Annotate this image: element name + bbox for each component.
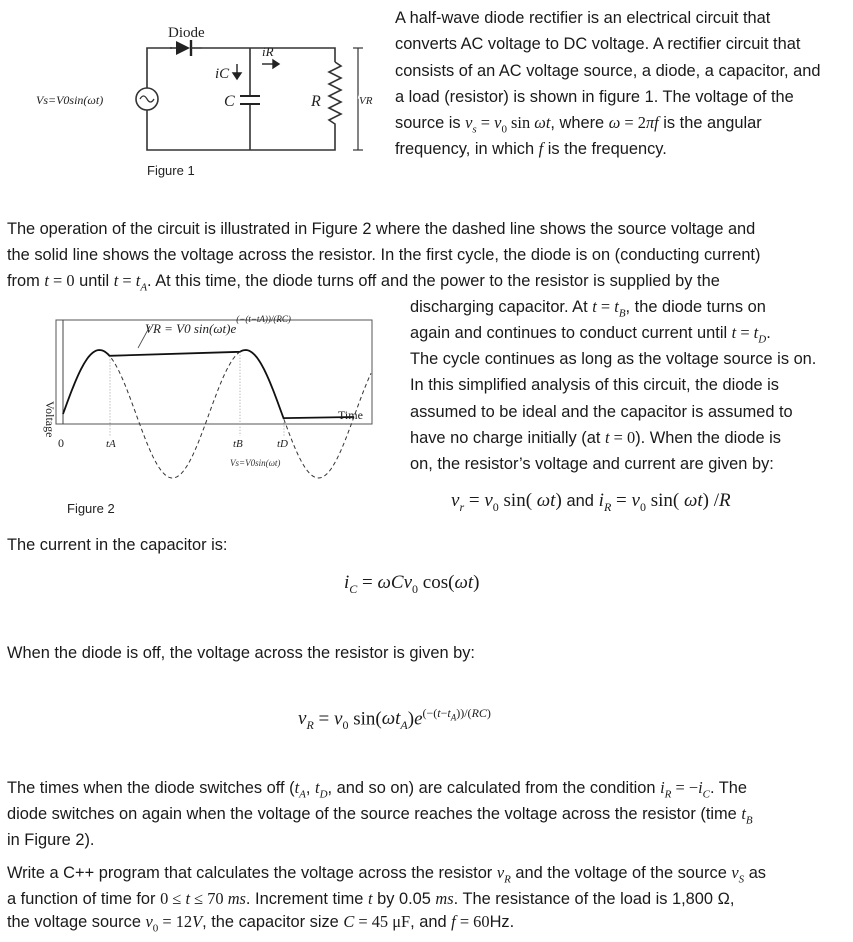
intro-line-5: source is $v_s = v_0$ sin ωt, where ω = 2πf is the angular (395, 113, 762, 136)
operation-line-2: the solid line shows the voltage across the resistor. In the first cycle, the diode is on (conducting current) (7, 246, 761, 264)
r-label: R (311, 93, 321, 110)
intro-line-4: a load (resistor) is shown in figure 1. The voltage of the (395, 88, 794, 106)
circuit-wire (147, 48, 172, 88)
intro-line-1: A half-wave diode rectifier is an electrical circuit that (395, 9, 771, 27)
operation-line-1: The operation of the circuit is illustrated in Figure 2 where the dashed line shows the source voltage and (7, 220, 756, 238)
ac-source-symbol (136, 88, 158, 110)
right-line-4: In this simplified analysis of this circuit, the diode is (410, 376, 779, 394)
right-line-1: discharging capacitor. At $t = t_B$, the diode turns on (410, 297, 766, 320)
figure-1-caption: Figure 1 (147, 163, 195, 178)
times-line-3: in Figure 2). (7, 831, 95, 849)
right-line-2: again and continues to conduct current until $t = t_D$. (410, 323, 771, 346)
task-line-3: the voltage source $v_0 = 12V$, the capacitor size C = 45 μF, and f = 60Hz. (7, 912, 515, 935)
ic-arrow-icon (233, 64, 241, 79)
intro-line-2: converts AC voltage to DC voltage. A rectifier circuit that (395, 35, 801, 53)
source-curve-label: Vs=V0sin(ωt) (230, 458, 281, 468)
source-label: Vs=V0sin(ωt) (36, 93, 104, 107)
right-line-6: have no charge initially (at t = 0). When the diode is (410, 428, 781, 447)
right-line-5: assumed to be ideal and the capacitor is assumed to (410, 403, 793, 421)
diode-off-label: When the diode is off, the voltage across the resistor is given by: (7, 644, 475, 662)
operation-line-3: from t = 0 until $t = t_A$. At this time, the diode turns off and the power to the resistor is supplied by the (7, 271, 720, 294)
vr-label: VR (359, 95, 373, 107)
ic-label: iC (215, 66, 230, 82)
times-line-1: The times when the diode switches off ($t_A$, $t_D$, and so on) are calculated from the condition $i_R = -i_C$. The (7, 778, 748, 801)
resistor-symbol (329, 62, 341, 128)
x-axis-label: Time (338, 408, 363, 422)
task-line-2: a function of time for 0 ≤ t ≤ 70 ms. Increment time t by 0.05 ms. The resistance of the load is 1,800 Ω, (7, 889, 735, 908)
equation-capacitor-current: $i_C = \omega Cv_0$ cos(ωt) (344, 572, 480, 596)
equation-resistor-on: $v_r = v_0$ sin( ωt) and $i_R = v_0$ sin( ωt) /R (451, 490, 731, 514)
equation-resistor-off: $v_R = v_0$ $\sin(\omega t_A)e^{(-(t-t_A))/(RC)}$ (298, 706, 491, 733)
intro-line-3: consists of an AC voltage source, a diode, a capacitor, and (395, 62, 821, 80)
right-line-3: The cycle continues as long as the voltage source is on. (410, 350, 817, 368)
y-axis-label: Voltage (43, 401, 57, 438)
c-label: C (224, 93, 235, 110)
figure-2-caption: Figure 2 (67, 501, 115, 516)
diode-symbol (170, 40, 202, 56)
intro-line-6: frequency, in which f is the frequency. (395, 139, 667, 158)
diode-label: Diode (168, 25, 205, 41)
ta-label: tA (106, 438, 116, 450)
capacitor-current-label: The current in the capacitor is: (7, 536, 228, 554)
ir-label: iR (262, 44, 274, 59)
figure-2-waveform (0, 296, 400, 526)
ir-arrow-icon (262, 60, 279, 68)
resistor-voltage-curve (63, 350, 354, 418)
td-label: tD (277, 438, 288, 450)
tb-label: tB (233, 438, 243, 450)
circuit-wire (147, 110, 335, 150)
times-line-2: diode switches on again when the voltage of the source reaches the voltage across the resistor (time $t_B$ (7, 804, 753, 827)
origin-label: 0 (58, 436, 64, 450)
decay-formula: VR = V0 $\sin(\omega t)e^{(-(t-tA))/(RC)}$ (145, 314, 291, 336)
capacitor-symbol (240, 96, 260, 104)
right-line-7: on, the resistor’s voltage and current are given by: (410, 455, 774, 473)
task-line-1: Write a C++ program that calculates the voltage across the resistor $v_R$ and the voltage of the source $v_S$ as (7, 863, 767, 886)
figure-1-circuit (0, 0, 380, 190)
source-voltage-curve (63, 350, 371, 478)
